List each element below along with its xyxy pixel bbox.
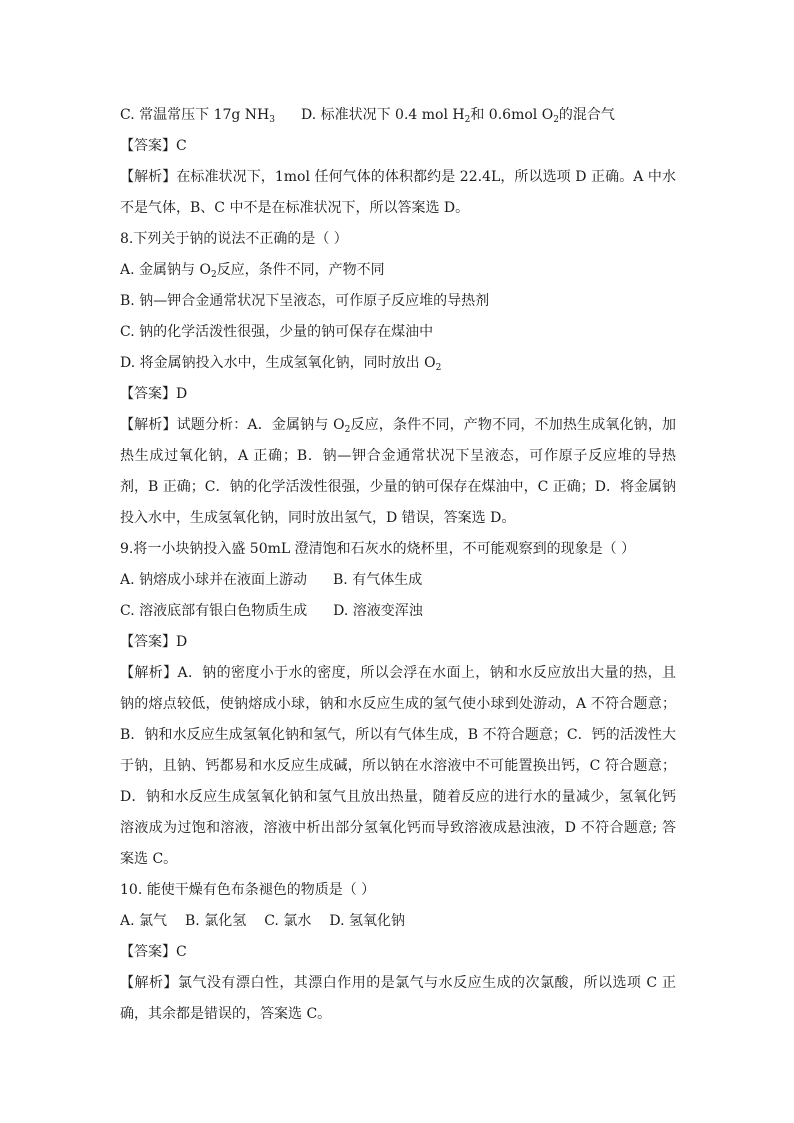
q8-option-b: B. 钠—钾合金通常状况下呈液态，可作原子反应堆的导热剂 bbox=[120, 293, 490, 309]
q8-answer: 【答案】D bbox=[120, 386, 188, 402]
q9-option-b: B. 有气体生成 bbox=[333, 572, 423, 588]
q7-answer: 【答案】C bbox=[120, 138, 187, 154]
q7-option-c: C. 常温常压下 17g $NH_3$ bbox=[120, 107, 275, 125]
q10-option-c: C. 氯水 bbox=[264, 913, 312, 929]
q10-option-a: A. 氯气 bbox=[120, 913, 168, 929]
q10-answer: 【答案】C bbox=[120, 944, 187, 960]
q10-option-d: D. 氢氧化钠 bbox=[329, 913, 405, 929]
q8-option-d: D. 将金属钠投入水中，生成氢氧化钠，同时放出 $O_2$ bbox=[120, 355, 442, 373]
q10-options bbox=[120, 906, 676, 937]
q8-option-c: C. 钠的化学活泼性很强，少量的钠可保存在煤油中 bbox=[120, 324, 434, 340]
q7-options-cd bbox=[120, 100, 676, 131]
q10-option-b: B. 氯化氢 bbox=[185, 913, 247, 929]
q9-analysis: 【解析】A．钠的密度小于水的密度，所以会浮在水面上，钠和水反应放出大量的热，且钠的熔点较低，使钠熔成小球，钠和水反应生成的氢气使小球到处游动，A 不符合题意；B．钠和水反应生成氢氧化钠和氢气，所以有气体生成，B 不符合题意；C．钙的活泼性大于钠，且钠、钙都易和水反应生成碱，所以钠在水溶液中不可能置换出钙，C 符合题意；D．钠和水反应生成氢氧化钠和氢气且放出热量，随着反应的进行水的量减少，氢氧化钙溶液成为过饱和溶液，溶液中析出部分氢氧化钙而导致溶液成悬浊液，D 不符合题意; 答案选 C。 bbox=[120, 665, 676, 867]
q7-option-d: D. 标准状况下 0.4 mol $H_2$和 0.6mol $O_2$的混合气 bbox=[300, 107, 615, 125]
q10-analysis: 【解析】氯气没有漂白性，其漂白作用的是氯气与水反应生成的次氯酸，所以选项 C 正确，其余都是错误的，答案选 C。 bbox=[120, 975, 676, 1022]
q9-options-cd bbox=[120, 596, 676, 627]
q9-question: 9.将一小块钠投入盛 50mL 澄清饱和石灰水的烧杯里，不可能观察到的现象是（ ） bbox=[120, 541, 636, 557]
document-page bbox=[120, 100, 676, 1030]
q9-option-a: A. 钠熔成小球并在液面上游动 bbox=[120, 572, 308, 588]
q9-option-d: D. 溶液变浑浊 bbox=[333, 603, 423, 619]
q8-analysis: 【解析】试题分析：A．金属钠与 $O_2$反应，条件不同，产物不同，不加热生成氧化钠，加热生成过氧化钠，A 正确；B．钠—钾合金通常状况下呈液态，可作原子反应堆的导热剂，B 正确；C．钠的化学活泼性很强，少量的钠可保存在煤油中，C 正确；D．将金属钠投入水中，生成氢氧化钠，同时放出氢气，D 错误，答案选 D。 bbox=[120, 417, 676, 526]
q8-option-a: A. 金属钠与 $O_2$反应，条件不同，产物不同 bbox=[120, 262, 385, 280]
q7-analysis: 【解析】在标准状况下，1mol 任何气体的体积都约是 22.4L，所以选项 D 正确。A 中水不是气体，B、C 中不是在标准状况下，所以答案选 D。 bbox=[120, 169, 676, 216]
q9-option-c: C. 溶液底部有银白色物质生成 bbox=[120, 603, 308, 619]
q9-answer: 【答案】D bbox=[120, 634, 188, 650]
q9-options-ab bbox=[120, 565, 676, 596]
q10-question: 10. 能使干燥有色布条褪色的物质是（ ） bbox=[120, 882, 376, 898]
q8-question: 8.下列关于钠的说法不正确的是（ ） bbox=[120, 231, 348, 247]
